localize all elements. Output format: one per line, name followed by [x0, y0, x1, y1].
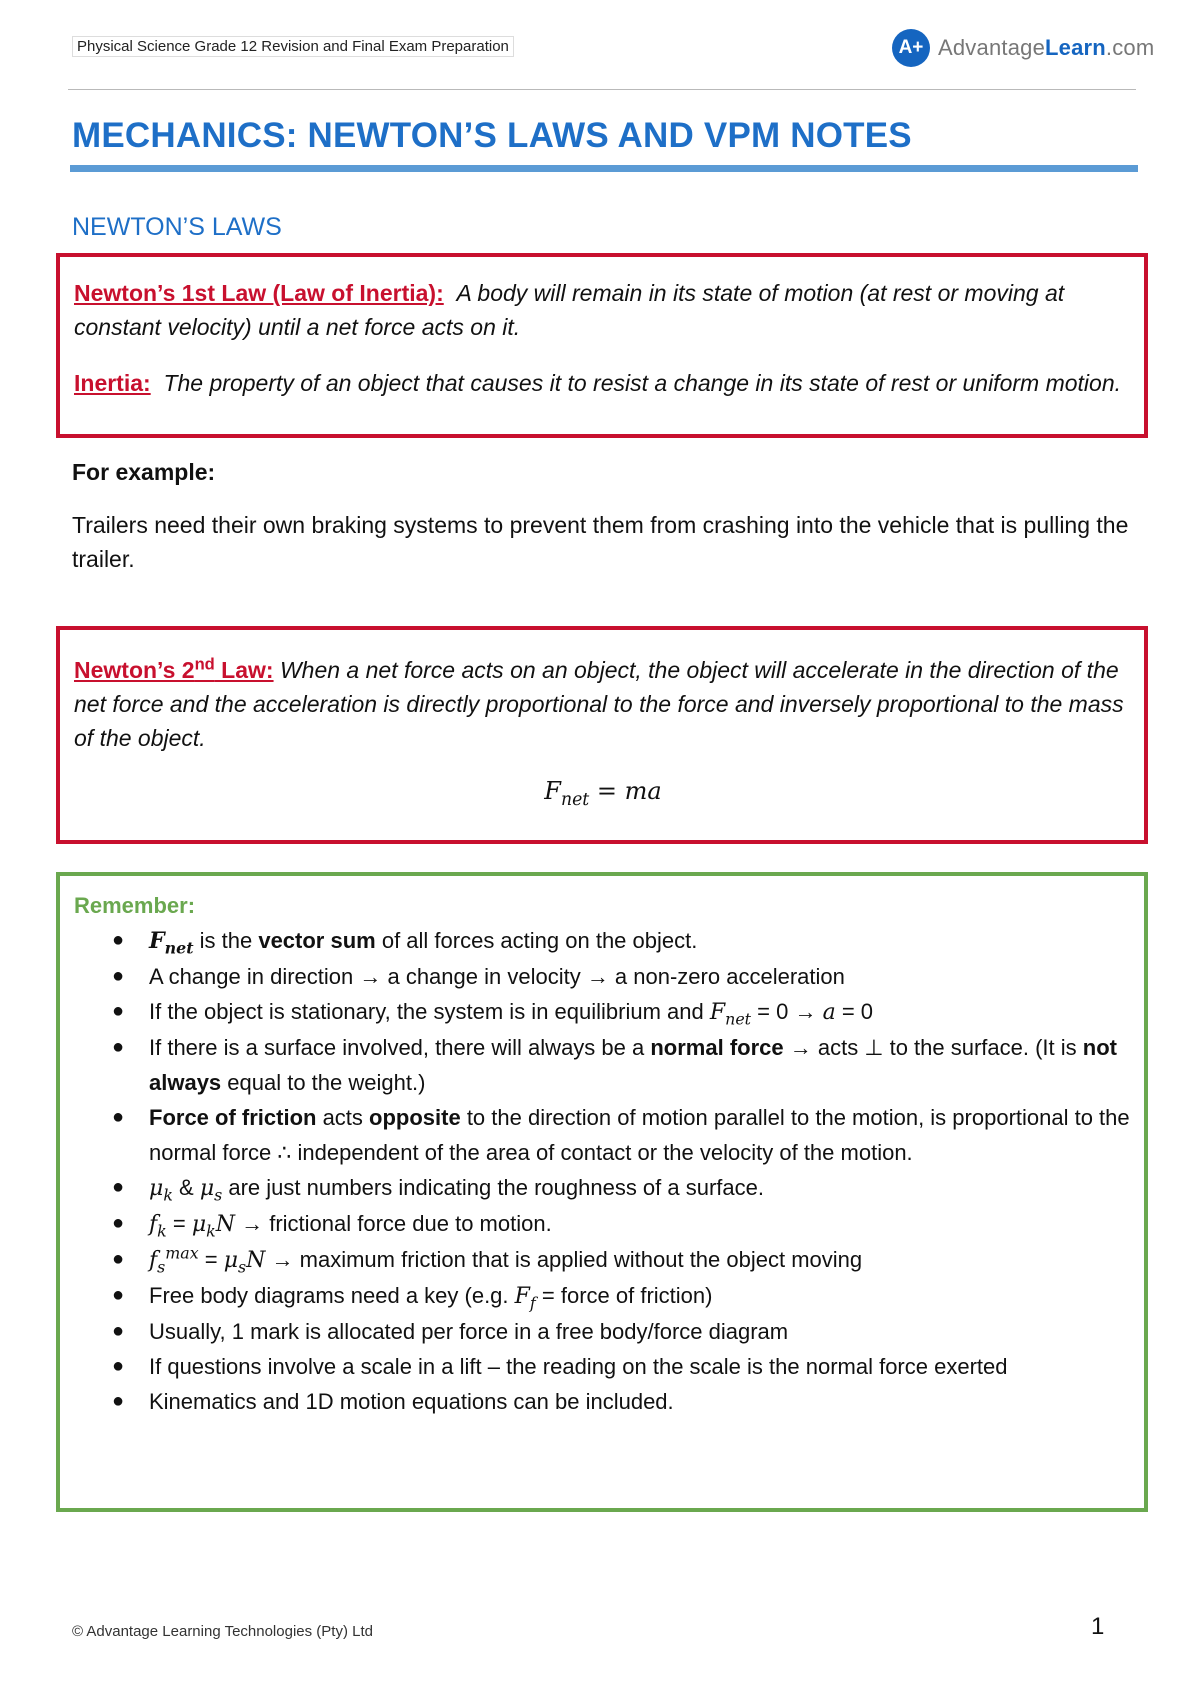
page-number: 1: [1091, 1613, 1105, 1640]
list-item: ● Free body diagrams need a key (e.g. $F_f$ = force of friction): [112, 1283, 713, 1313]
list-item: ● Usually, 1 mark is allocated per force in a free body/force diagram: [112, 1319, 789, 1344]
example-label: For example:: [72, 459, 216, 485]
inertia-paragraph: [74, 366, 1132, 400]
first-law-paragraph: [74, 276, 1132, 344]
remember-label: Remember:: [74, 893, 196, 918]
first-law-term: Newton’s 1st Law (Law of Inertia):: [74, 280, 444, 306]
list-item: ● A change in direction → a change in velocity → a non-zero acceleration: [112, 964, 845, 989]
logo-part3: .com: [1105, 35, 1155, 60]
remember-box: [56, 872, 1148, 1512]
advantagelearn-logo: [892, 28, 1154, 68]
first-law-box: [56, 253, 1148, 438]
list-item: ● $F_{net}$ is the vector sum of all forces acting on the object.: [112, 928, 698, 958]
header-divider: [68, 89, 1136, 90]
list-item: ● If the object is stationary, the system is in equilibrium and $F_{net} = 0 \to a = 0$: [112, 999, 874, 1029]
second-law-term: [74, 654, 274, 683]
second-law-term-prefix: Newton’s 2: [74, 657, 195, 683]
list-item: ● $f_k = \mu_kN$ → frictional force due to motion.: [112, 1211, 552, 1241]
list-item: ● $\mu_k$ & $\mu_s$ are just numbers indicating the roughness of a surface.: [112, 1175, 764, 1205]
page-title: MECHANICS: NEWTON’S LAWS AND VPM NOTES: [72, 116, 912, 155]
list-item: ● If there is a surface involved, there will always be a normal force → acts ⊥ to the surface. (It is not always equal to the weight.): [112, 1035, 1117, 1095]
second-law-definition: When a net force acts on an object, the object will accelerate in the direction of the net force and the acceleration is directly proportional to the force and inversely proportional to the mass of the object.: [74, 657, 1124, 751]
logo-wordmark: [938, 35, 1154, 61]
title-underline: [70, 165, 1138, 172]
inertia-definition: The property of an object that causes it to resist a change in its state of rest or uniform motion.: [163, 370, 1122, 396]
logo-part2: Learn: [1045, 35, 1106, 60]
second-law-formula: $F_{net}$ = ma: [544, 777, 662, 810]
list-item: ● Force of friction acts opposite to the direction of motion parallel to the motion, is proportional to the normal force ∴ independent of the area of contact or the velocity of the motion.: [112, 1105, 1130, 1165]
first-law-definition: A body will remain in its state of motion (at rest or moving at constant velocity) until a net force acts on it.: [74, 280, 1065, 340]
list-item: ● Kinematics and 1D motion equations can be included.: [112, 1389, 674, 1414]
second-law-term-sup: nd: [194, 654, 215, 674]
inertia-term: Inertia:: [74, 370, 151, 396]
list-item: ● If questions involve a scale in a lift – the reading on the scale is the normal force exerted: [112, 1354, 1008, 1379]
logo-part1: Advantage: [938, 35, 1045, 60]
header-text: Physical Science Grade 12 Revision and Final Exam Preparation: [72, 36, 514, 57]
list-item: ● $f_s^{max} = \mu_sN$ → maximum friction that is applied without the object moving: [112, 1243, 863, 1277]
second-law-box: [56, 626, 1148, 844]
second-law-term-suffix: Law:: [214, 657, 274, 683]
logo-badge-icon: A+: [892, 29, 930, 67]
example-text: Trailers need their own braking systems to prevent them from crashing into the vehicle that is pulling the trailer.: [72, 512, 1129, 572]
second-law-paragraph: [74, 653, 1132, 755]
footer-copyright: © Advantage Learning Technologies (Pty) Ltd: [72, 1623, 373, 1640]
remember-list: [74, 923, 1132, 1419]
section-heading: NEWTON’S LAWS: [72, 213, 282, 241]
